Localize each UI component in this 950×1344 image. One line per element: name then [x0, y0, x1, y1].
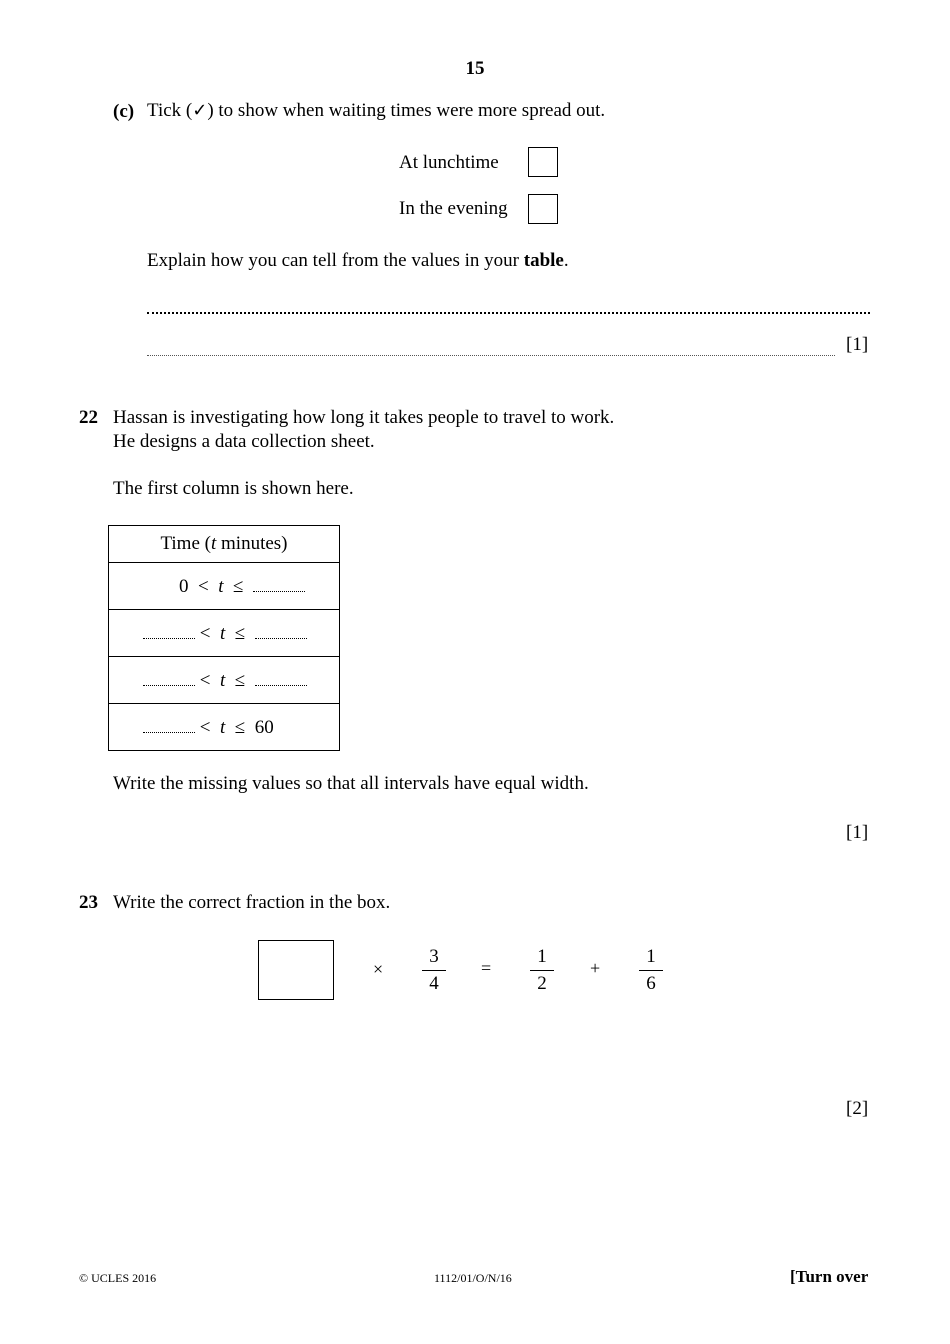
- footer-code: 1112/01/O/N/16: [434, 1271, 512, 1285]
- upper-bound-blank-2[interactable]: [255, 624, 307, 639]
- evening-checkbox[interactable]: [528, 194, 558, 224]
- q23-instruction: Write the correct fraction in the box.: [113, 892, 391, 913]
- part-c-mark: [1]: [846, 334, 869, 355]
- upper-bound-blank-3[interactable]: [255, 671, 307, 686]
- lower-bound-blank-4[interactable]: [143, 718, 195, 733]
- fraction-answer-box[interactable]: [258, 940, 334, 1000]
- time-table: [108, 525, 340, 751]
- q22-number: 22: [79, 407, 98, 428]
- fraction-one-sixth: 1 6: [639, 946, 663, 995]
- footer-turn-over: [Turn over: [790, 1267, 869, 1286]
- table-row: < t ≤ 60: [109, 704, 340, 751]
- q22-instruction: Write the missing values so that all intervals have equal width.: [113, 773, 589, 794]
- table-row: < t ≤: [109, 610, 340, 657]
- fraction-three-quarters: 3 4: [422, 946, 446, 995]
- fraction-one-half: 1 2: [530, 946, 554, 995]
- q23-mark: [2]: [846, 1098, 869, 1119]
- explain-prompt: Explain how you can tell from the values in your table.: [147, 250, 569, 271]
- lunchtime-checkbox[interactable]: [528, 147, 558, 177]
- answer-line-1[interactable]: [147, 312, 870, 314]
- option-evening-label: In the evening: [399, 198, 508, 219]
- q22-line-2: He designs a data collection sheet.: [113, 431, 375, 452]
- time-table-header: Time (t minutes): [109, 526, 340, 563]
- tick-icon: ✓: [192, 100, 208, 121]
- part-c-label: (c): [113, 101, 135, 122]
- lower-bound-blank-3[interactable]: [143, 671, 195, 686]
- times-sign: ×: [373, 959, 384, 979]
- plus-sign: +: [590, 958, 601, 978]
- q22-line-1: Hassan is investigating how long it takes people to travel to work.: [113, 407, 615, 428]
- page-number: 15: [465, 58, 485, 79]
- part-c-instruction: Tick (✓) to show when waiting times were more spread out.: [147, 100, 606, 121]
- option-lunchtime-label: At lunchtime: [399, 152, 499, 173]
- q23-number: 23: [79, 892, 98, 913]
- answer-line-2[interactable]: [147, 355, 835, 356]
- q22-column-intro: The first column is shown here.: [113, 478, 354, 499]
- table-row: 0 < t ≤: [109, 563, 340, 610]
- q22-mark: [1]: [846, 822, 869, 843]
- upper-bound-blank-1[interactable]: [253, 577, 305, 592]
- footer-copyright: © UCLES 2016: [79, 1271, 157, 1285]
- equals-sign: =: [481, 958, 492, 978]
- lower-bound-blank-2[interactable]: [143, 624, 195, 639]
- table-row: < t ≤: [109, 657, 340, 704]
